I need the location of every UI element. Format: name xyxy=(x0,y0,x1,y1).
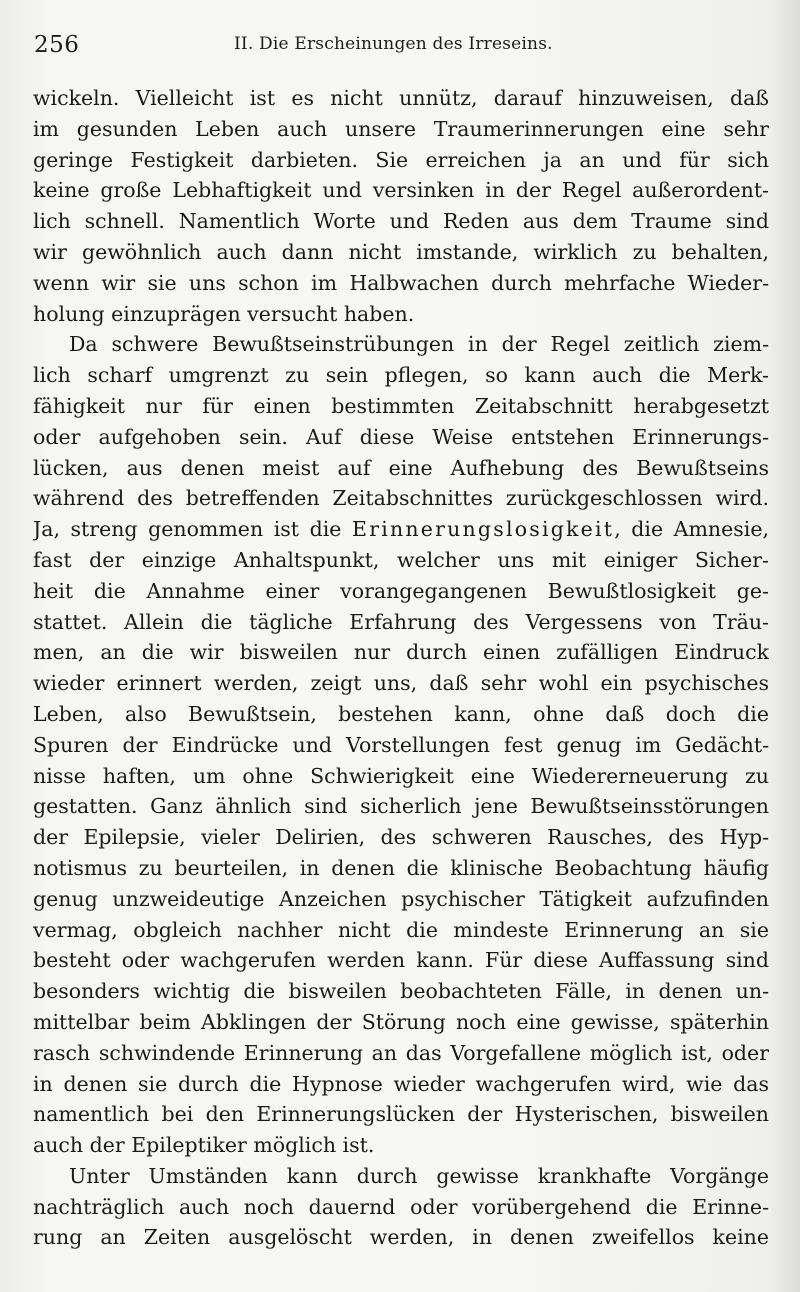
body-text xyxy=(33,83,769,1253)
page-number: 256 xyxy=(34,32,80,58)
text-line: heit die Annahme einer vorangegangenen Bewußtlosigkeit ge- xyxy=(33,578,769,603)
text-line: fast der einzige Anhaltspunkt, welcher uns mit einiger Sicher- xyxy=(33,547,769,572)
text-line: der Epilepsie, vieler Delirien, des schweren Rausches, des Hyp- xyxy=(33,825,769,850)
text-line: Da schwere Bewußtseinstrübungen in der Regel zeitlich ziem- xyxy=(69,332,769,357)
text-line: rung an Zeiten ausgelöscht werden, in denen zweifellos keine xyxy=(33,1225,769,1250)
text-line: keine große Lebhaftigkeit und versinken in der Regel außerordent- xyxy=(33,178,769,203)
text-fragment: Ja, streng genommen ist die xyxy=(33,517,342,542)
text-line: lich schnell. Namentlich Worte und Reden aus dem Traume sind xyxy=(33,209,769,234)
text-line: vermag, obgleich nachher nicht die mindeste Erinnerung an sie xyxy=(33,917,769,942)
text-line-composite xyxy=(33,514,769,545)
text-line: geringe Festigkeit darbieten. Sie erreichen ja an und für sich xyxy=(33,147,769,172)
text-line: Unter Umständen kann durch gewisse krankhafte Vorgänge xyxy=(69,1163,769,1188)
text-line: namentlich bei den Erinnerungslücken der Hysterischen, bisweilen xyxy=(33,1102,769,1127)
text-line: lücken, aus denen meist auf eine Aufhebung des Bewußtseins xyxy=(33,455,769,480)
text-line: während des betreffenden Zeitabschnittes zurückgeschlossen wird. xyxy=(33,486,769,511)
text-line: gestatten. Ganz ähnlich sind sicherlich jene Bewußtseinsstörungen xyxy=(33,794,769,819)
running-head xyxy=(34,30,774,64)
text-line: wenn wir sie uns schon im Halbwachen durch mehrfache Wieder- xyxy=(33,270,769,295)
text-line: mittelbar beim Abklingen der Störung noch eine gewisse, späterhin xyxy=(33,1009,769,1034)
header-title: II. Die Erscheinungen des Irreseins. xyxy=(234,34,553,54)
text-line: notismus zu beurteilen, in denen die klinische Beobachtung häufig xyxy=(33,855,769,880)
text-line: auch der Epileptiker möglich ist. xyxy=(33,1133,375,1158)
text-line: besteht oder wachgerufen werden kann. Für diese Auffassung sind xyxy=(33,948,769,973)
text-line: Leben, also Bewußtsein, bestehen kann, ohne daß doch die xyxy=(33,701,769,726)
text-line: wir gewöhnlich auch dann nicht imstande, wirklich zu behalten, xyxy=(33,239,769,264)
text-line: wickeln. Vielleicht ist es nicht unnütz, darauf hinzuweisen, daß xyxy=(33,86,769,110)
text-line: besonders wichtig die bisweilen beobachteten Fälle, in denen un- xyxy=(33,979,769,1004)
text-line: stattet. Allein die tägliche Erfahrung des Vergessens von Träu- xyxy=(33,609,769,634)
text-line: genug unzweideutige Anzeichen psychischer Tätigkeit aufzufinden xyxy=(33,886,769,911)
text-line: im gesunden Leben auch unsere Traumerinnerungen eine sehr xyxy=(33,116,769,141)
text-line: holung einzuprägen versucht haben. xyxy=(33,301,415,326)
text-line: Spuren der Eindrücke und Vorstellungen fest genug im Gedächt- xyxy=(33,732,769,757)
text-line: oder aufgehoben sein. Auf diese Weise entstehen Erinnerungs- xyxy=(33,424,769,449)
text-line: lich scharf umgrenzt zu sein pflegen, so kann auch die Merk- xyxy=(33,363,769,388)
text-fragment: , die Amnesie, xyxy=(614,517,769,542)
text-line: wieder erinnert werden, zeigt uns, daß sehr wohl ein psychisches xyxy=(33,671,769,696)
text-line: men, an die wir bisweilen nur durch einen zufälligen Eindruck xyxy=(33,640,769,665)
text-line: rasch schwindende Erinnerung an das Vorgefallene möglich ist, oder xyxy=(33,1040,769,1065)
text-line: nachträglich auch noch dauernd oder vorübergehend die Erinne- xyxy=(33,1194,769,1219)
text-line: nisse haften, um ohne Schwierigkeit eine Wiedererneuerung zu xyxy=(33,763,769,788)
text-line: in denen sie durch die Hypnose wieder wachgerufen wird, wie das xyxy=(33,1071,769,1096)
text-line: fähigkeit nur für einen bestimmten Zeitabschnitt herabgesetzt xyxy=(33,393,769,418)
emphasized-term: Erinnerungslosigkeit xyxy=(352,517,615,542)
